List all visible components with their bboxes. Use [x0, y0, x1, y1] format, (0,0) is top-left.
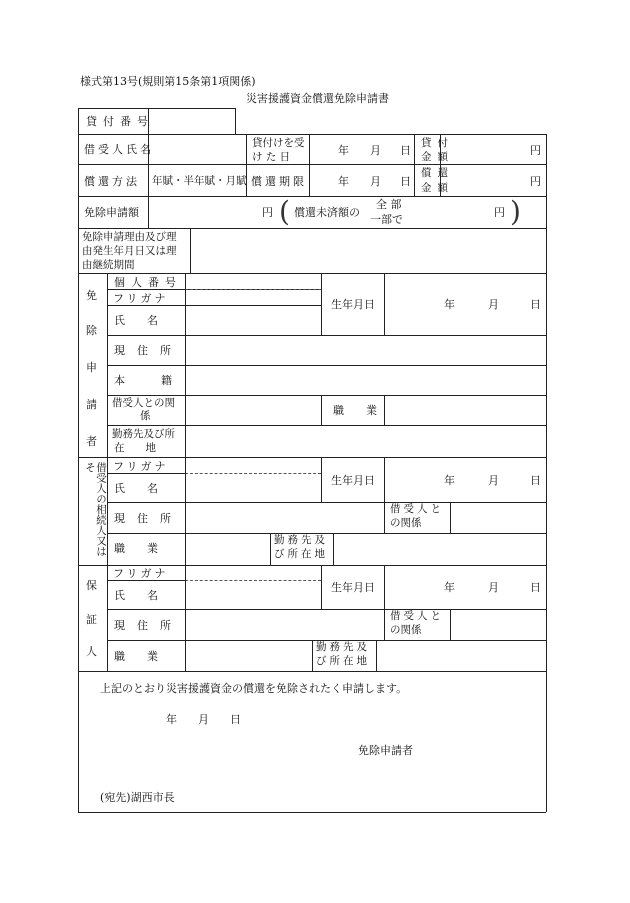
loan-amount-label-2: 金額 [421, 151, 454, 163]
guarantor-side-char-1: 保 [86, 579, 97, 592]
guarantor-occupation-label: 職業 [114, 650, 180, 663]
loan-date-day: 日 [400, 144, 411, 157]
heir-furigana-label: フリガナ [113, 460, 169, 473]
applicant-side-char-2: 除 [86, 324, 97, 337]
applicant-birthdate-label: 生年月日 [331, 298, 375, 311]
loan-date-month: 月 [370, 144, 381, 157]
heir-occupation-label: 職業 [114, 542, 180, 555]
guarantor-name-label: 氏 名 [114, 589, 158, 602]
part-label: 一部で [370, 213, 403, 226]
exemption-amount-yen: 円 [262, 206, 273, 219]
heir-relation-label-2: の関係 [390, 517, 422, 529]
form-title: 災害援護資金償還免除申請書 [246, 92, 389, 105]
unpaid-label: 償還未済額の [294, 206, 360, 219]
heir-birth-year: 年 [444, 474, 455, 487]
all-label: 全 部 [376, 198, 402, 211]
applicant-signature-label: 免除申請者 [358, 744, 413, 757]
repay-amount-yen: 円 [530, 175, 541, 188]
repay-period-year: 年 [338, 175, 349, 188]
loan-date-year: 年 [338, 144, 349, 157]
heir-workplace-label-1: 勤務先及 [274, 534, 328, 546]
exemption-amount-label: 免除申請額 [84, 206, 139, 219]
heir-name-label: 氏 名 [114, 482, 158, 495]
heir-birthdate-label: 生年月日 [331, 474, 375, 487]
applicant-relation-label-1: 借受人との関 [112, 397, 175, 409]
loan-amount-yen: 円 [530, 144, 541, 157]
heir-birth-day: 日 [530, 474, 541, 487]
borrower-name-label: 借受人氏名 [84, 143, 154, 156]
bracket-open: ( [279, 195, 290, 228]
guarantor-side-char-2: 証 [86, 613, 97, 626]
loan-number-label: 貸付番号 [86, 115, 154, 128]
applicant-side-char-1: 免 [86, 289, 97, 302]
guarantor-relation-label-1: 借受人と [390, 610, 444, 622]
reason-label-3: 由継続期間 [82, 259, 135, 271]
guarantor-furigana-label: フリガナ [113, 567, 169, 580]
applicant-side-char-3: 申 [86, 361, 97, 374]
guarantor-workplace-label-2: び所在地 [316, 655, 370, 667]
applicant-birth-day: 日 [530, 298, 541, 311]
applicant-workplace-label-2: 在 地 [114, 442, 156, 454]
form-number: 様式第13号(規則第15条第1項関係) [80, 75, 256, 88]
declaration-text: 上記のとおり災害援護資金の償還を免除されたく申請します。 [100, 682, 408, 695]
applicant-occupation-label: 職業 [333, 404, 399, 417]
reason-label-1: 免除申請理由及び理 [82, 231, 177, 243]
heir-address-label: 現住所 [114, 512, 183, 525]
heir-workplace-label-2: び所在地 [274, 548, 328, 560]
guarantor-workplace-label-1: 勤務先及 [316, 641, 370, 653]
bracket-close: ) [510, 195, 521, 228]
declaration-year: 年 [166, 713, 177, 726]
applicant-workplace-label-1: 勤務先及び所 [112, 428, 175, 440]
guarantor-side-char-3: 人 [86, 645, 97, 658]
applicant-name-label: 氏 名 [114, 314, 158, 327]
guarantor-birth-year: 年 [444, 581, 455, 594]
repay-method-label: 償還方法 [84, 175, 140, 188]
applicant-side-char-4: 請 [86, 398, 97, 411]
heir-side-label: 借受人の相続人又はそ [83, 462, 107, 557]
applicant-furigana-label: フリガナ [113, 292, 169, 305]
declaration-day: 日 [230, 713, 241, 726]
repay-amount-label-2: 金額 [421, 182, 454, 194]
repay-period-label: 償還期限 [251, 175, 307, 188]
guarantor-address-label: 現住所 [114, 619, 183, 632]
heir-relation-label-1: 借受人と [390, 503, 444, 515]
loan-date-label-2: け た 日 [252, 151, 291, 163]
repay-amount-label-1: 償還 [421, 167, 454, 179]
repay-method-value: 年賦・半年賦・月賦 [152, 175, 247, 187]
loan-amount-label-1: 貸付 [421, 137, 454, 149]
repay-period-month: 月 [370, 175, 381, 188]
applicant-relation-label-2: 係 [140, 410, 151, 422]
guarantor-birth-month: 月 [488, 581, 499, 594]
applicant-address-label: 現住所 [114, 344, 183, 357]
guarantor-birthdate-label: 生年月日 [331, 581, 375, 594]
personal-number-label: 個人番号 [114, 276, 182, 289]
declaration-month: 月 [198, 713, 209, 726]
addressee: (宛先)湖西市長 [100, 791, 175, 804]
repay-period-day: 日 [400, 175, 411, 188]
loan-date-label-1: 貸付けを受 [252, 137, 305, 149]
applicant-side-char-5: 者 [86, 435, 97, 448]
reason-label-2: 由発生年月日又は理 [82, 245, 177, 257]
applicant-birth-year: 年 [444, 298, 455, 311]
guarantor-birth-day: 日 [530, 581, 541, 594]
applicant-birth-month: 月 [488, 298, 499, 311]
unpaid-yen: 円 [494, 206, 505, 219]
heir-birth-month: 月 [488, 474, 499, 487]
guarantor-relation-label-2: の関係 [390, 624, 422, 636]
applicant-domicile-label: 本籍 [114, 374, 208, 387]
